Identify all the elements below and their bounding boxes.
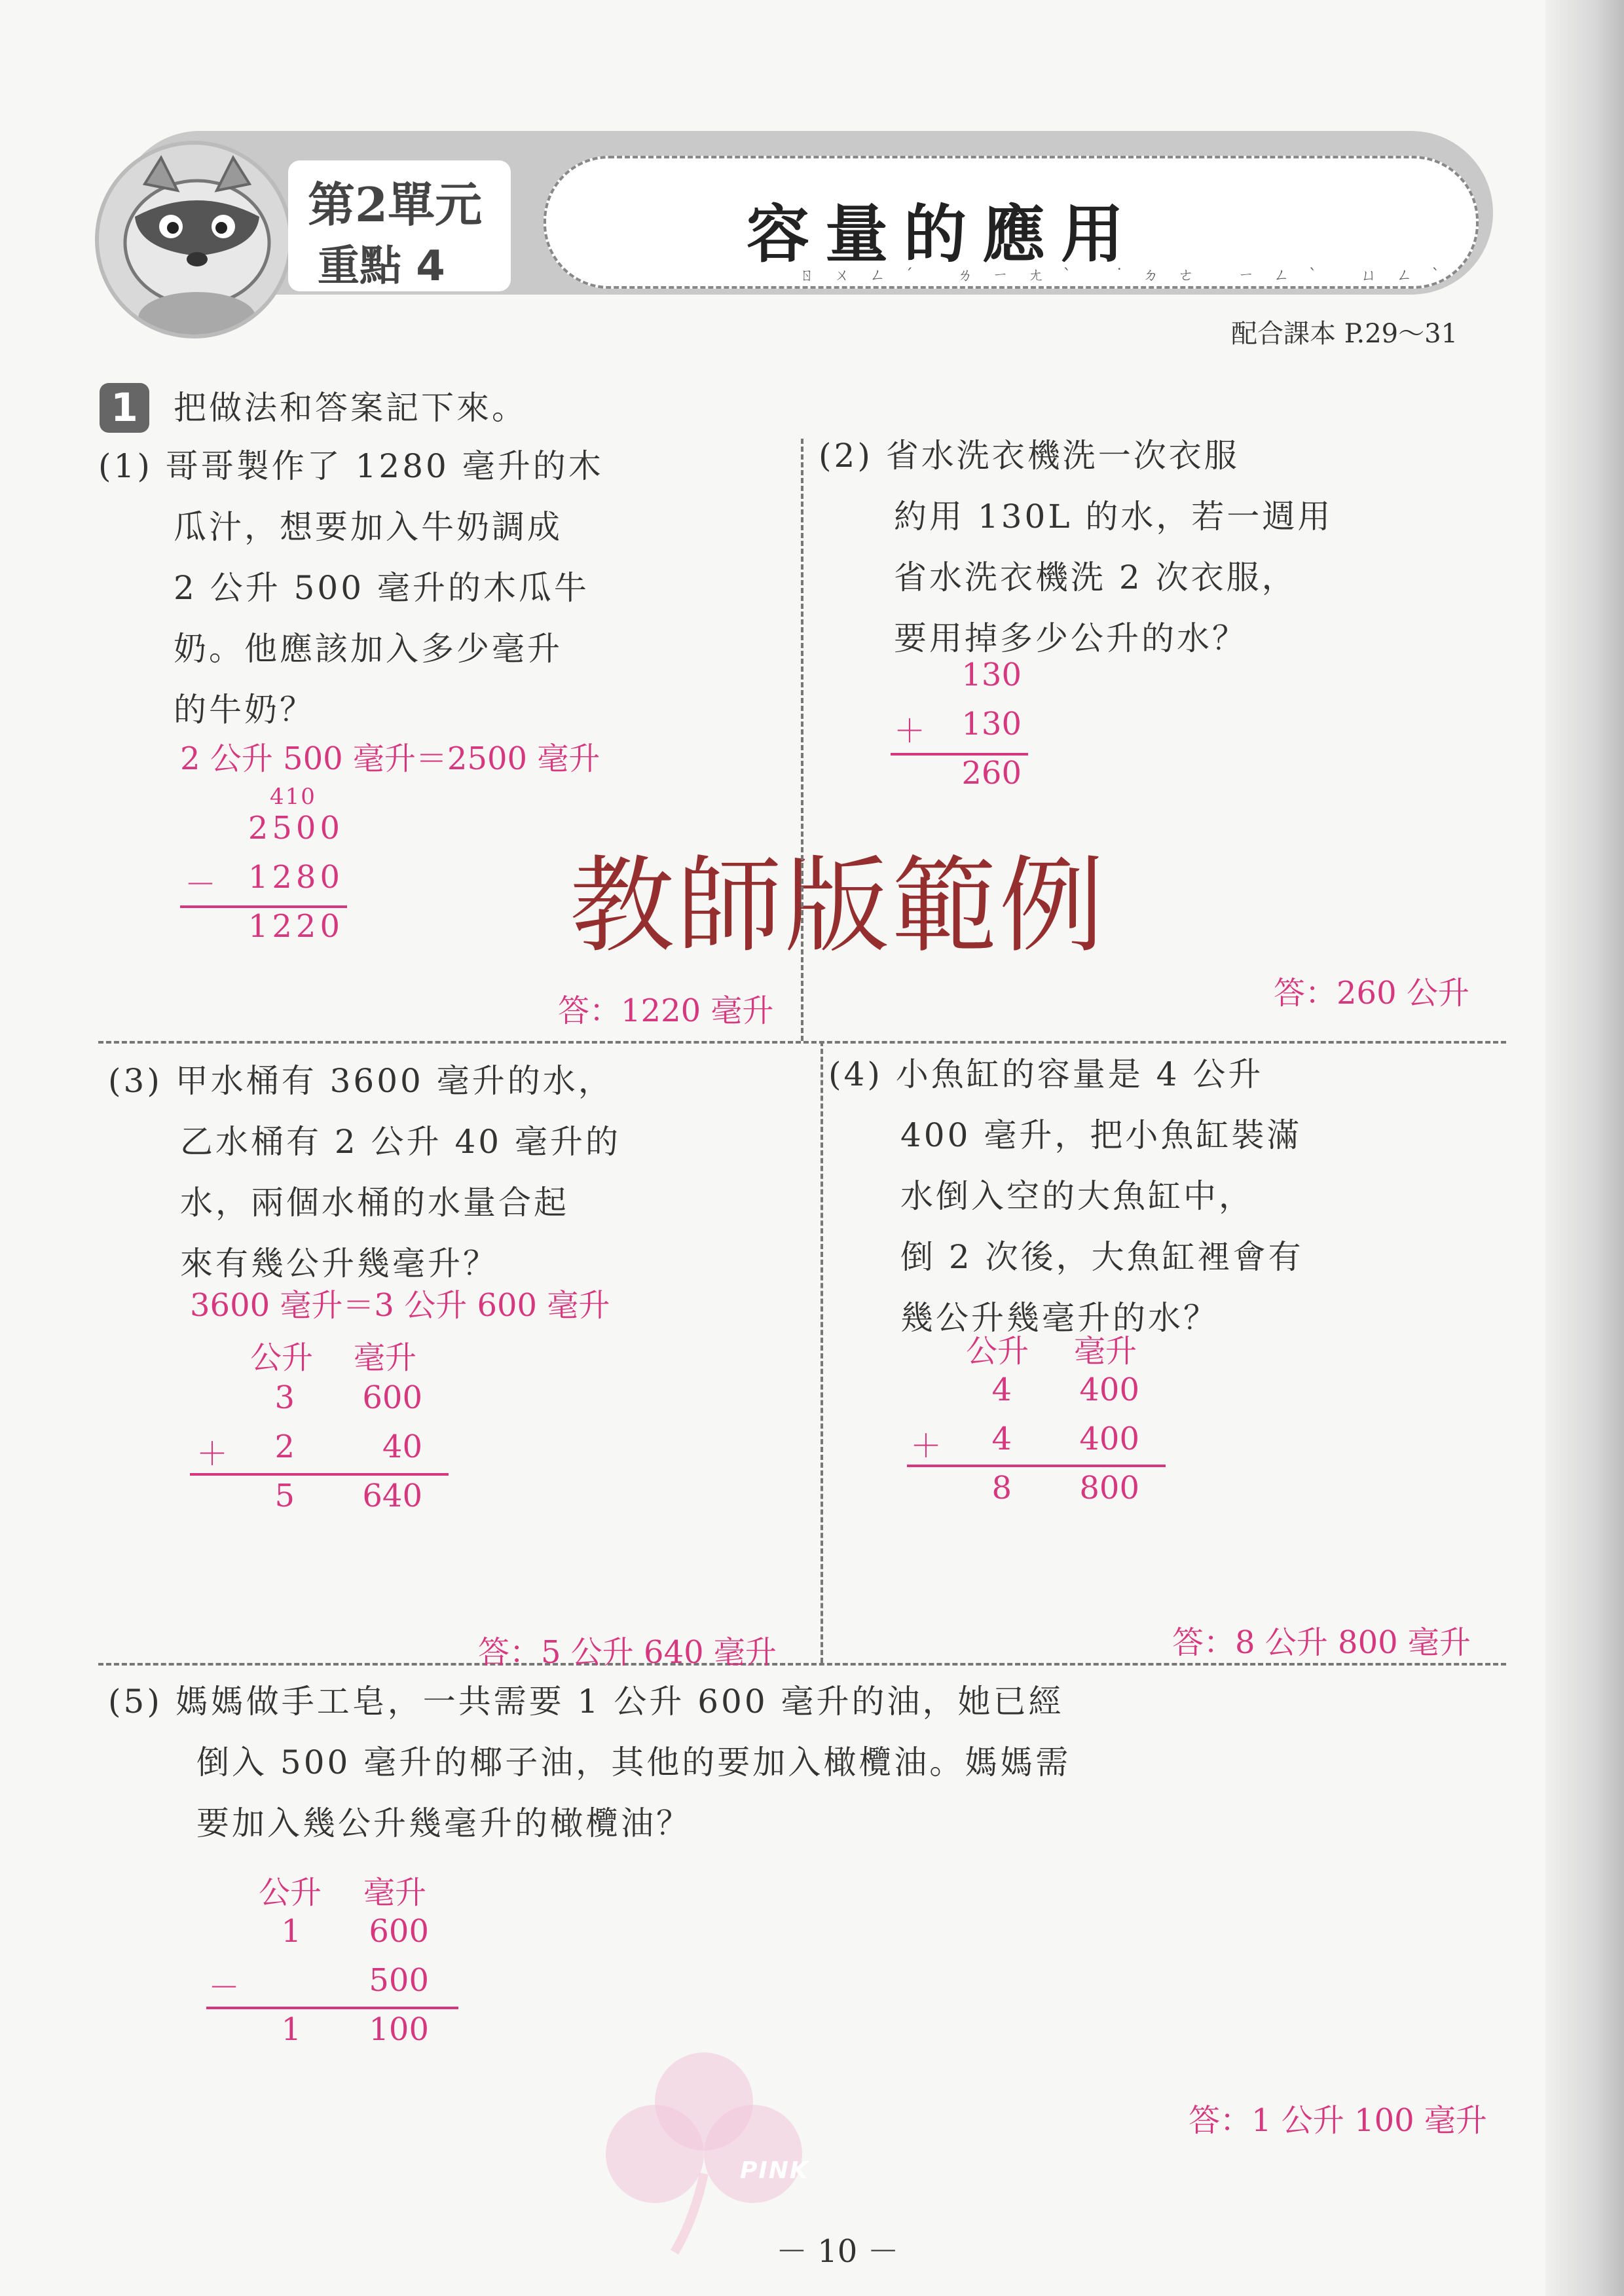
q1-line: 奶。他應該加入多少毫升 xyxy=(174,630,563,668)
q4-line: (4) 小魚缸的容量是 4 公升 xyxy=(828,1055,1264,1093)
q3-conversion: 3600 毫升＝3 公升 600 毫升 xyxy=(190,1287,610,1324)
q5-header-liters: 公升 xyxy=(259,1874,322,1911)
q3-plus-sign: ＋ xyxy=(196,1436,229,1472)
q4-plus-sign: ＋ xyxy=(910,1428,942,1465)
teacher-edition-watermark: 教師版範例 xyxy=(570,845,1107,967)
q1-result: 1220 xyxy=(248,908,344,945)
q3-answer: 答：5 公升 640 毫升 xyxy=(478,1634,777,1671)
q4-r1-milliliters: 400 xyxy=(1079,1372,1139,1408)
mascot-avatar xyxy=(95,141,293,338)
q4-header-liters: 公升 xyxy=(966,1333,1029,1370)
q2-addend-2: 130 xyxy=(961,706,1022,742)
q1-subtrahend: 1280 xyxy=(248,859,344,896)
q5-res-liters: 1 xyxy=(281,2011,301,2048)
page-title: 容量的應用 xyxy=(747,198,1139,271)
divider-horizontal-2 xyxy=(98,1663,1506,1666)
q4-line: 幾公升幾毫升的水？ xyxy=(900,1299,1219,1337)
q3-header-liters: 公升 xyxy=(250,1339,314,1376)
section-number-badge: 1 xyxy=(100,383,149,433)
q1-minuend: 2500 xyxy=(248,810,344,847)
page-number: － 10 － xyxy=(776,2233,899,2270)
question-5 xyxy=(108,1671,1071,1854)
q5-res-milliliters: 100 xyxy=(369,2011,429,2048)
q4-answer: 答：8 公升 800 毫升 xyxy=(1172,1624,1471,1661)
q4-res-milliliters: 800 xyxy=(1079,1470,1139,1506)
q1-minus-sign: － xyxy=(185,866,217,903)
q5-r1-liters: 1 xyxy=(281,1913,301,1950)
q2-line: 約用 130L 的水，若一週用 xyxy=(894,498,1333,536)
q3-r1-liters: 3 xyxy=(274,1379,295,1416)
q1-line: 的牛奶？ xyxy=(174,691,315,729)
q5-r2-milliliters: 500 xyxy=(369,1962,429,1999)
q1-conversion: 2 公升 500 毫升＝2500 毫升 xyxy=(180,740,600,777)
q3-line: (3) 甲水桶有 3600 毫升的水， xyxy=(108,1062,614,1100)
q4-line: 水倒入空的大魚缸中， xyxy=(900,1177,1254,1215)
textbook-reference: 配合課本 P.29～31 xyxy=(1231,319,1458,349)
q4-r1-liters: 4 xyxy=(991,1372,1012,1408)
q3-line: 乙水桶有 2 公升 40 毫升的 xyxy=(180,1123,621,1161)
q3-res-milliliters: 640 xyxy=(362,1478,422,1514)
raccoon-mascot-icon xyxy=(99,145,289,335)
unit-label: 第2單元 xyxy=(308,177,483,232)
q2-line: 要用掉多少公升的水？ xyxy=(894,619,1247,657)
q2-result: 260 xyxy=(961,755,1022,792)
q3-sum-line xyxy=(190,1473,449,1476)
q4-header-milliliters: 毫升 xyxy=(1074,1333,1137,1370)
q4-sum-line xyxy=(907,1465,1166,1467)
divider-vertical-top xyxy=(801,439,803,1041)
q3-res-liters: 5 xyxy=(274,1478,295,1514)
q1-carry-digits: 410 xyxy=(270,784,316,810)
question-4 xyxy=(828,1044,1304,1349)
question-2 xyxy=(819,426,1333,669)
publisher-logo-text: PINK xyxy=(740,2157,809,2184)
q1-line: (1) 哥哥製作了 1280 毫升的木 xyxy=(98,447,604,485)
q2-line: 省水洗衣機洗 2 次衣服， xyxy=(894,558,1297,596)
section-instruction: 把做法和答案記下來。 xyxy=(174,389,527,427)
q3-header-milliliters: 毫升 xyxy=(354,1339,417,1376)
q5-line: (5) 媽媽做手工皂，一共需要 1 公升 600 毫升的油，她已經 xyxy=(108,1683,1064,1721)
q5-minus-sign: － xyxy=(208,1969,240,2006)
q2-line: (2) 省水洗衣機洗一次衣服 xyxy=(819,437,1240,475)
divider-horizontal-1 xyxy=(98,1041,1506,1044)
q3-line: 水，兩個水桶的水量合起 xyxy=(180,1184,569,1222)
q5-line: 倒入 500 毫升的椰子油，其他的要加入橄欖油。媽媽需 xyxy=(196,1743,1071,1781)
title-zhuyin: ㄖㄨㄥˊ ㄌㄧㄤˋ ˙ㄉㄜ ㄧㄥˋ ㄩㄥˋ xyxy=(799,266,1460,284)
q5-header-milliliters: 毫升 xyxy=(363,1874,427,1911)
q5-answer: 答：1 公升 100 毫升 xyxy=(1189,2102,1487,2139)
q4-line: 400 毫升，把小魚缸裝滿 xyxy=(900,1116,1302,1154)
q4-r2-milliliters: 400 xyxy=(1079,1421,1139,1457)
q3-r2-milliliters: 40 xyxy=(382,1429,422,1465)
q5-sum-line xyxy=(206,2007,458,2009)
q2-plus-sign: ＋ xyxy=(894,713,926,750)
page-edge-shadow xyxy=(1545,0,1624,2296)
q2-answer: 答：260 公升 xyxy=(1274,975,1469,1011)
question-3 xyxy=(108,1051,621,1294)
q1-line: 瓜汁，想要加入牛奶調成 xyxy=(174,508,563,546)
q4-res-liters: 8 xyxy=(991,1470,1012,1506)
q1-answer: 答：1220 毫升 xyxy=(558,993,774,1029)
q2-addend-1: 130 xyxy=(961,657,1022,693)
q4-line: 倒 2 次後，大魚缸裡會有 xyxy=(900,1238,1304,1276)
q1-line: 2 公升 500 毫升的木瓜牛 xyxy=(174,569,589,607)
focus-label: 重點 4 xyxy=(318,242,445,291)
q3-line: 來有幾公升幾毫升？ xyxy=(180,1245,498,1283)
q3-r2-liters: 2 xyxy=(274,1429,295,1465)
q5-line: 要加入幾公升幾毫升的橄欖油？ xyxy=(196,1804,692,1842)
divider-vertical-bottom xyxy=(821,1041,823,1663)
q4-r2-liters: 4 xyxy=(991,1421,1012,1457)
q3-r1-milliliters: 600 xyxy=(362,1379,422,1416)
q5-r1-milliliters: 600 xyxy=(369,1913,429,1950)
question-1 xyxy=(98,436,604,740)
